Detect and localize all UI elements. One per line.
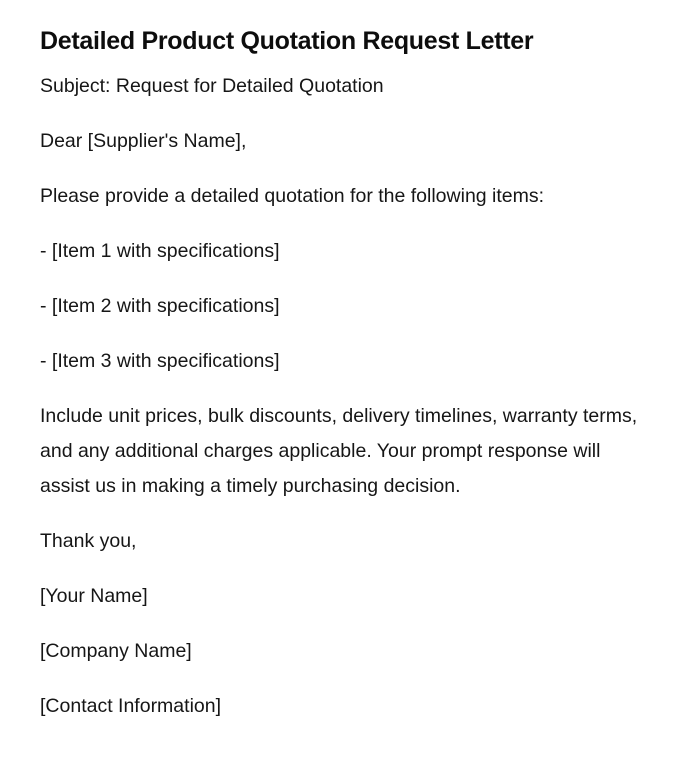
item-3: - [Item 3 with specifications] <box>40 350 280 372</box>
signature-name: [Your Name] <box>40 585 148 607</box>
intro-text: Please provide a detailed quotation for the following items: <box>40 185 545 207</box>
signature-contact: [Contact Information] <box>40 695 222 717</box>
salutation: Dear [Supplier's Name], <box>40 130 247 152</box>
item-1: - [Item 1 with specifications] <box>40 240 280 262</box>
closing: Thank you, <box>40 530 137 552</box>
item-2: - [Item 2 with specifications] <box>40 295 280 317</box>
signature-company: [Company Name] <box>40 640 192 662</box>
document-title: Detailed Product Quotation Request Letter <box>40 27 534 55</box>
subject-line: Subject: Request for Detailed Quotation <box>40 75 384 97</box>
body-paragraph: Include unit prices, bulk discounts, delivery timelines, warranty terms, and any additional charges applicable. Your prompt response will assist us in making a timely purchasing decision. <box>40 405 638 497</box>
